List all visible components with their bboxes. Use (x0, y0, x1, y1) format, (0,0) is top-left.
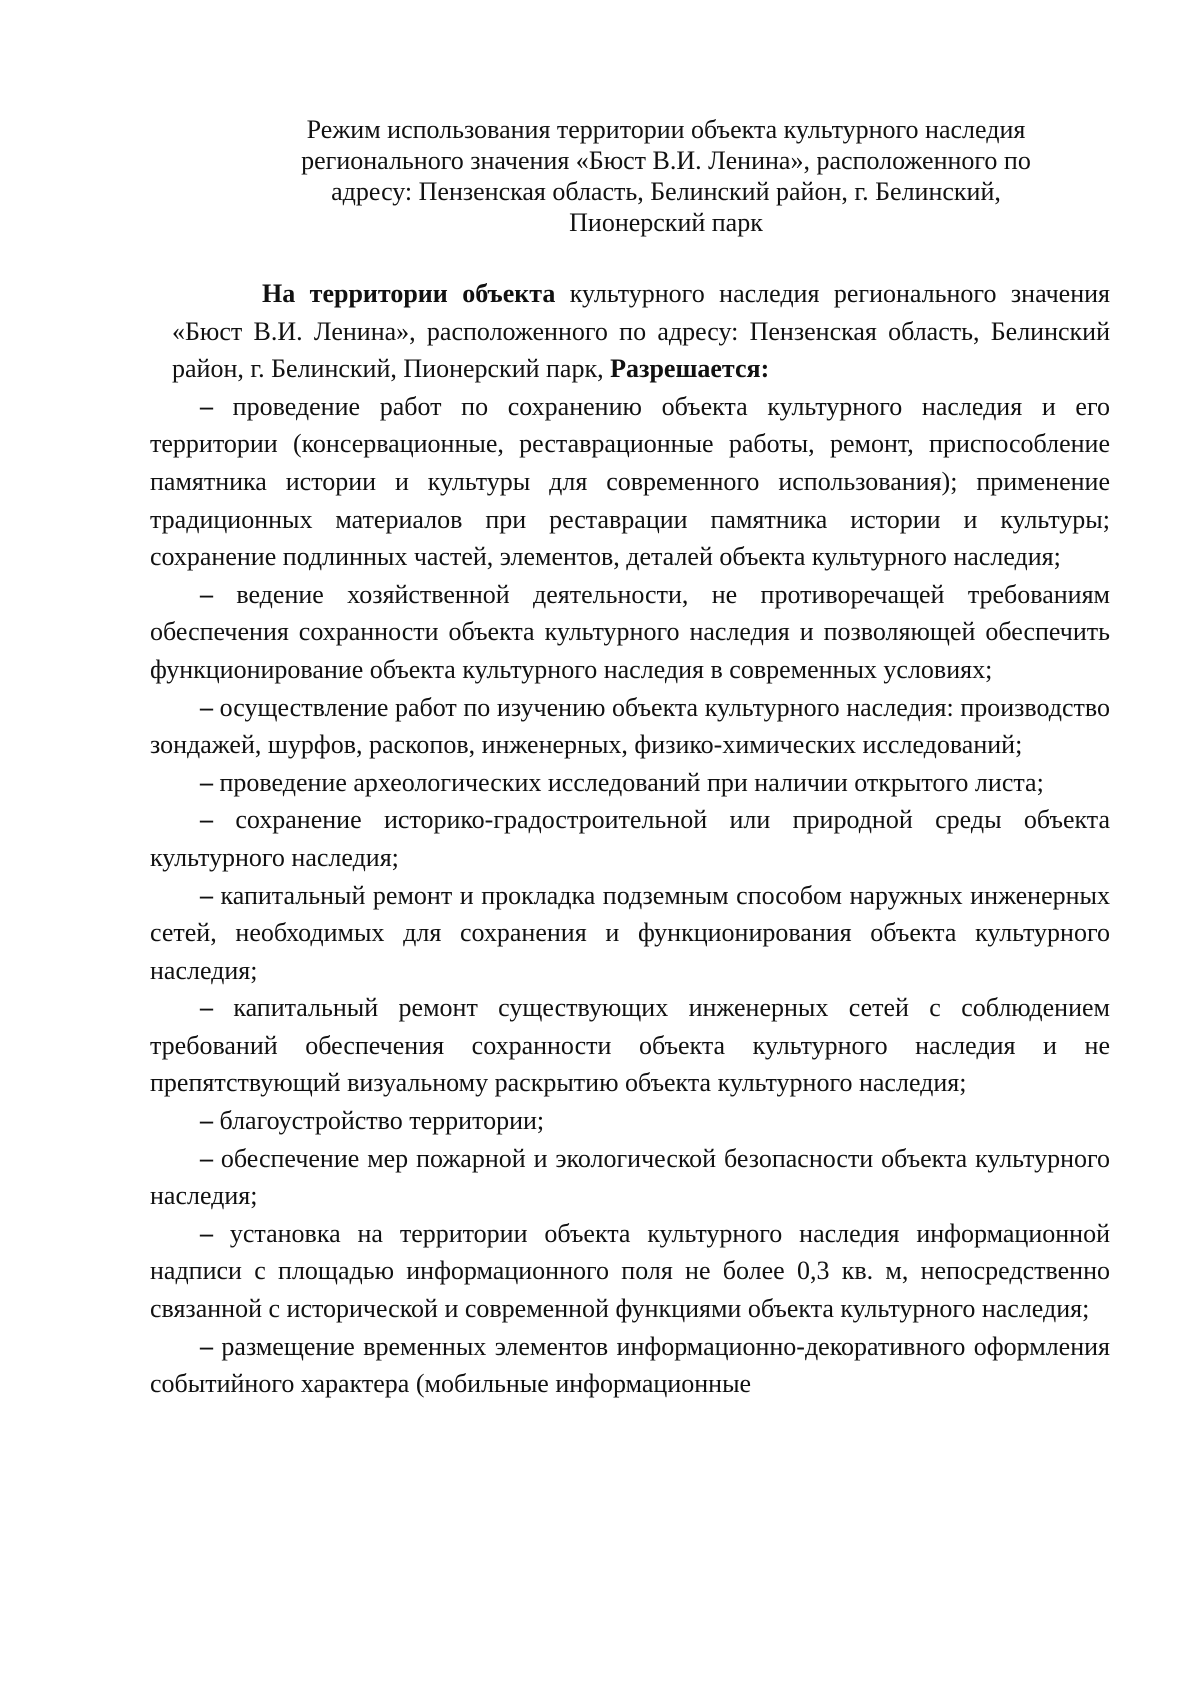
dash-marker: – (200, 993, 213, 1023)
list-item (150, 1102, 1110, 1140)
intro-bold-end: Разрешается: (610, 354, 770, 384)
list-item (150, 388, 1110, 576)
list-item-text: размещение временных элементов информационно-декоративного оформления событийного характера (мобильные информационные (150, 1331, 1110, 1399)
list-item-text: осуществление работ по изучению объекта культурного наследия: производство зондажей, шурфов, раскопов, инженерных, физико-химических исследований; (150, 692, 1110, 760)
document-title (232, 114, 1100, 238)
list-item (150, 689, 1110, 764)
dash-marker: – (200, 1331, 213, 1361)
list-item-text: проведение археологических исследований при наличии открытого листа; (213, 767, 1044, 797)
list-item (150, 989, 1110, 1102)
title-line: Режим использования территории объекта культурного наследия (306, 115, 1026, 144)
list-item (150, 764, 1110, 802)
intro-bold-start: На территории объекта (262, 279, 556, 308)
intro-text: культурного наследия регионального значения «Бюст В.И. Ленина», расположенного по адресу: Пензенская область, Белинский район, г. Белинский, Пионерский парк, (172, 279, 1110, 384)
dash-marker: – (200, 767, 213, 797)
list-item-text: сохранение историко-градостроительной или природной среды объекта культурного наследия; (150, 805, 1110, 872)
list-item (150, 1215, 1110, 1328)
list-item-text: капитальный ремонт существующих инженерных сетей с соблюдением требований обеспечения сохранности объекта культурного наследия и не препятствующий визуальному раскрытию объекта культурного наследия; (150, 993, 1110, 1098)
list-item-text: благоустройство территории; (213, 1106, 545, 1136)
title-line: регионального значения «Бюст В.И. Ленина», расположенного по (301, 146, 1031, 175)
dash-marker: – (200, 1143, 213, 1173)
list-item (150, 801, 1110, 876)
list-item (150, 877, 1110, 990)
list-item-text: ведение хозяйственной деятельности, не противоречащей требованиям обеспечения сохранности объекта культурного наследия и позволяющей обеспечить функционирование объекта культурного наследия в современных условиях; (150, 579, 1110, 684)
dash-marker: – (200, 1218, 213, 1248)
list-item (150, 1140, 1110, 1215)
list-item (150, 1328, 1110, 1403)
list-item-text: установка на территории объекта культурного наследия информационной надписи с площадью информационного поля не более 0,3 кв. м, непосредственно связанной с исторической и современной функциями объекта культурного наследия; (150, 1218, 1110, 1324)
dash-marker: – (200, 692, 213, 722)
dash-marker: – (200, 805, 213, 835)
dash-marker: – (200, 1106, 213, 1136)
list-item-text: обеспечение мер пожарной и экологической безопасности объекта культурного наследия; (150, 1143, 1110, 1211)
document-body (150, 275, 1110, 1403)
list-item (150, 576, 1110, 689)
dash-marker: – (200, 880, 213, 910)
list-item-text: проведение работ по сохранению объекта культурного наследия и его территории (консервационные, реставрационные работы, ремонт, приспособление памятника истории и культуры для современного использования); применение традиционных материалов при реставрации памятника истории и культуры; сохранение подлинных частей, элементов, деталей объекта культурного наследия; (150, 391, 1110, 572)
title-line: Пионерский парк (569, 208, 763, 237)
dash-marker: – (200, 391, 213, 421)
title-line: адресу: Пензенская область, Белинский район, г. Белинский, (331, 177, 1001, 206)
intro-paragraph (172, 275, 1110, 388)
dash-marker: – (200, 579, 213, 609)
list-item-text: капитальный ремонт и прокладка подземным способом наружных инженерных сетей, необходимых для сохранения и функционирования объекта культурного наследия; (150, 880, 1110, 985)
